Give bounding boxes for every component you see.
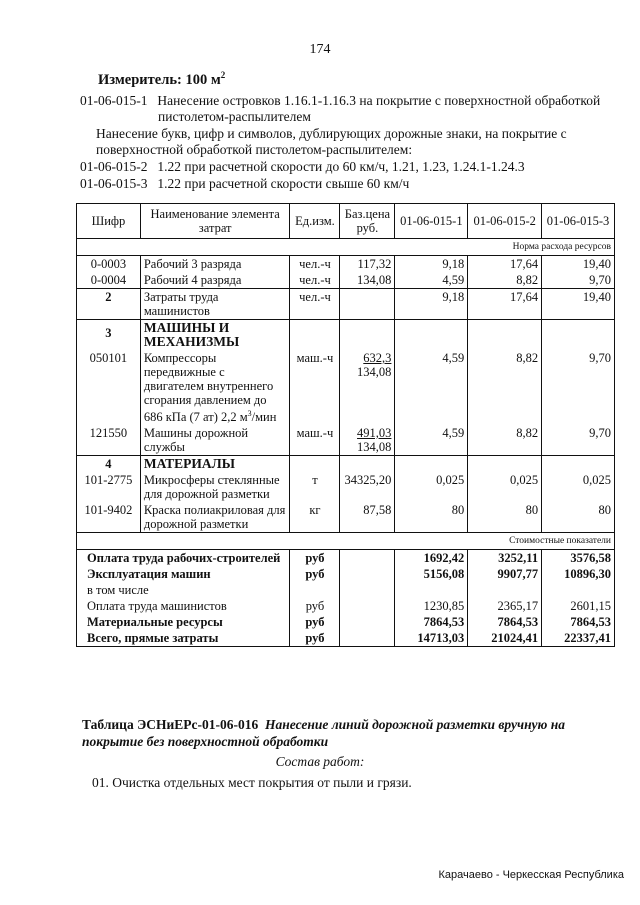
- cell-v1: 4,59: [395, 425, 468, 456]
- cell-price: [340, 289, 395, 320]
- cost-v2: 3252,11: [468, 550, 542, 567]
- cost-v2: 7864,53: [468, 614, 542, 630]
- norm-caption: Норма расхода ресурсов: [77, 239, 615, 256]
- cost-unit: руб: [290, 550, 340, 567]
- cell-v2: 0,025: [468, 472, 542, 502]
- cost-name: Всего, прямые затраты: [77, 630, 290, 647]
- col-header-code: Шифр: [77, 204, 141, 239]
- cost-v1: 14713,03: [395, 630, 468, 647]
- col-header-unit: Ед.изм.: [290, 204, 340, 239]
- cell-code: 0-0004: [77, 272, 141, 289]
- cost-v3: 3576,58: [542, 550, 615, 567]
- cost-v2: 21024,41: [468, 630, 542, 647]
- cell-name-text: Компрессоры передвижные с двигателем внутреннего сгорания давлением до 686 кПа (7 ат) 2,2 м: [143, 351, 274, 425]
- cell-price: [340, 350, 395, 425]
- cost-v3: 7864,53: [542, 614, 615, 630]
- cost-caption: Стоимостные показатели: [77, 533, 615, 550]
- section-row: [77, 320, 615, 351]
- cost-unit: руб: [290, 630, 340, 647]
- cost-v2: 2365,17: [468, 598, 542, 614]
- col-header-v1: 01-06-015-1: [395, 204, 468, 239]
- cell-v2: 17,64: [468, 256, 542, 273]
- cost-row: [77, 614, 615, 630]
- cell-name: Микросферы стеклянные для дорожной разметки: [140, 472, 290, 502]
- intro-line-4: [80, 176, 409, 192]
- col-header-v3: 01-06-015-3: [542, 204, 615, 239]
- section-title: МАТЕРИАЛЫ: [140, 456, 290, 473]
- price-base: 632,3: [363, 351, 392, 365]
- cell-name: Краска полиакриловая для дорожной разметки: [140, 502, 290, 533]
- cell-code: 101-9402: [77, 502, 141, 533]
- next-table-title: [82, 716, 622, 750]
- cost-v1: 7864,53: [395, 614, 468, 630]
- cell-price: 134,08: [340, 272, 395, 289]
- cell-v3: 9,70: [542, 272, 615, 289]
- cell-v3: 19,40: [542, 289, 615, 320]
- cell-code: 121550: [77, 425, 141, 456]
- cell-v1: 9,18: [395, 289, 468, 320]
- cell-v3: 19,40: [542, 256, 615, 273]
- cell-price: 87,58: [340, 502, 395, 533]
- cost-v1: 5156,08: [395, 566, 468, 582]
- cell-name: Затраты труда машинистов: [140, 289, 290, 320]
- cost-caption-row: [77, 533, 615, 550]
- cost-v1: 1230,85: [395, 598, 468, 614]
- table-header-row: [77, 204, 615, 239]
- cell-v1: 4,59: [395, 350, 468, 425]
- cost-row: [77, 566, 615, 582]
- intro-text: Нанесение островков 1.16.1-1.16.3 на покрытие с поверхностной обработкой: [157, 93, 601, 108]
- cell-name: Рабочий 3 разряда: [140, 256, 290, 273]
- cost-row: [77, 630, 615, 647]
- cell-code: 0-0003: [77, 256, 141, 273]
- cell-price: 34325,20: [340, 472, 395, 502]
- intro-code: 01-06-015-2: [80, 159, 148, 174]
- work-composition-label: Состав работ:: [275, 754, 365, 769]
- cost-name-text: Оплата труда рабочих-строителей: [87, 551, 281, 566]
- cost-v3: 10896,30: [542, 566, 615, 582]
- price-base: 491,03: [357, 426, 392, 441]
- col-header-price: Баз.цена руб.: [340, 204, 395, 239]
- cost-row: [77, 582, 615, 598]
- table-row: [77, 472, 615, 502]
- cost-unit: руб: [290, 566, 340, 582]
- cell-v3: 0,025: [542, 472, 615, 502]
- cell-name: Рабочий 4 разряда: [140, 272, 290, 289]
- cell-name: Машины дорожной службы: [140, 425, 290, 456]
- page-number: 174: [309, 42, 331, 57]
- cell-unit: т: [290, 472, 340, 502]
- cell-v2: 80: [468, 502, 542, 533]
- cell-code: 101-2775: [77, 472, 141, 502]
- cell-v1: 4,59: [395, 272, 468, 289]
- cell-unit: маш.-ч: [290, 425, 340, 456]
- cell-name: [140, 350, 290, 425]
- cost-name: Оплата труда машинистов: [77, 598, 290, 614]
- section-title: МАШИНЫ И МЕХАНИЗМЫ: [140, 320, 290, 351]
- resource-table: [76, 203, 615, 647]
- cell-code: 3: [77, 320, 141, 351]
- cost-name: Материальные ресурсы: [77, 614, 290, 630]
- measure-sup: 2: [220, 70, 226, 80]
- next-table-prefix: Таблица ЭСНиЕРс-01-06-016: [82, 717, 259, 732]
- col-header-v2: 01-06-015-2: [468, 204, 542, 239]
- cell-name-sup: 3: [247, 409, 252, 418]
- cost-row: [77, 550, 615, 567]
- cell-v2: 8,82: [468, 350, 542, 425]
- cell-v3: 9,70: [542, 350, 615, 425]
- cell-name-tail: /мин: [251, 410, 277, 425]
- cost-v3: 2601,15: [542, 598, 615, 614]
- norm-caption-row: [77, 239, 615, 256]
- table-row: [77, 256, 615, 273]
- cell-v2: 8,82: [468, 425, 542, 456]
- cost-name: [77, 550, 290, 567]
- measure-text: Измеритель: 100 м: [98, 71, 221, 88]
- cost-unit: руб: [290, 598, 340, 614]
- cost-row: [77, 598, 615, 614]
- cost-name: Эксплуатация машин: [77, 566, 290, 582]
- cell-v1: 0,025: [395, 472, 468, 502]
- cost-unit: руб: [290, 614, 340, 630]
- cell-v3: 80: [542, 502, 615, 533]
- intro-text: 1.22 при расчетной скорости свыше 60 км/ч: [157, 176, 410, 191]
- cell-code: 4: [77, 456, 141, 473]
- cell-unit: чел.-ч: [290, 272, 340, 289]
- next-table-text: Нанесение линий дорожной разметки вручную на покрытие без поверхностной обработки: [82, 717, 566, 749]
- col-header-name: Наименование элемента затрат: [140, 204, 290, 239]
- cost-v1: 1692,42: [395, 550, 468, 567]
- table-row: [77, 272, 615, 289]
- intro-code: 01-06-015-1: [80, 93, 148, 108]
- price-wage: 134,08: [357, 365, 392, 379]
- cell-v3: 9,70: [542, 425, 615, 456]
- cell-code: 2: [77, 289, 141, 320]
- section-row: [77, 456, 615, 473]
- cell-v2: 8,82: [468, 272, 542, 289]
- intro-text: 1.22 при расчетной скорости до 60 км/ч, 1.21, 1.23, 1.24.1-1.24.3: [157, 159, 525, 174]
- table-row: [77, 502, 615, 533]
- work-step: 01. Очистка отдельных мест покрытия от пыли и грязи.: [92, 775, 412, 790]
- cell-unit: чел.-ч: [290, 289, 340, 320]
- intro-line-1-cont: пистолетом-распылителем: [158, 109, 311, 124]
- cell-price: [340, 425, 395, 456]
- cell-v2: 17,64: [468, 289, 542, 320]
- price-wage: 134,08: [357, 440, 392, 455]
- cost-name: в том числе: [77, 582, 290, 598]
- cell-code: 050101: [77, 350, 141, 425]
- table-row: [77, 289, 615, 320]
- cell-v1: 9,18: [395, 256, 468, 273]
- intro-line-1: [80, 93, 600, 109]
- region-footer: Карачаево - Черкесская Республика: [438, 869, 624, 881]
- intro-line-2: Нанесение букв, цифр и символов, дублирующих дорожные знаки, на покрытие с: [96, 126, 567, 141]
- intro-line-2-cont: поверхностной обработкой пистолетом-распылителем:: [96, 142, 413, 157]
- cell-unit: чел.-ч: [290, 256, 340, 273]
- intro-code: 01-06-015-3: [80, 176, 148, 191]
- cell-price: 117,32: [340, 256, 395, 273]
- cell-unit: маш.-ч: [290, 350, 340, 425]
- cost-v2: 9907,77: [468, 566, 542, 582]
- table-row: [77, 425, 615, 456]
- cost-v3: 22337,41: [542, 630, 615, 647]
- intro-line-3: [80, 159, 525, 175]
- measure-label: [98, 70, 225, 89]
- cell-unit: кг: [290, 502, 340, 533]
- table-row: [77, 350, 615, 425]
- cell-v1: 80: [395, 502, 468, 533]
